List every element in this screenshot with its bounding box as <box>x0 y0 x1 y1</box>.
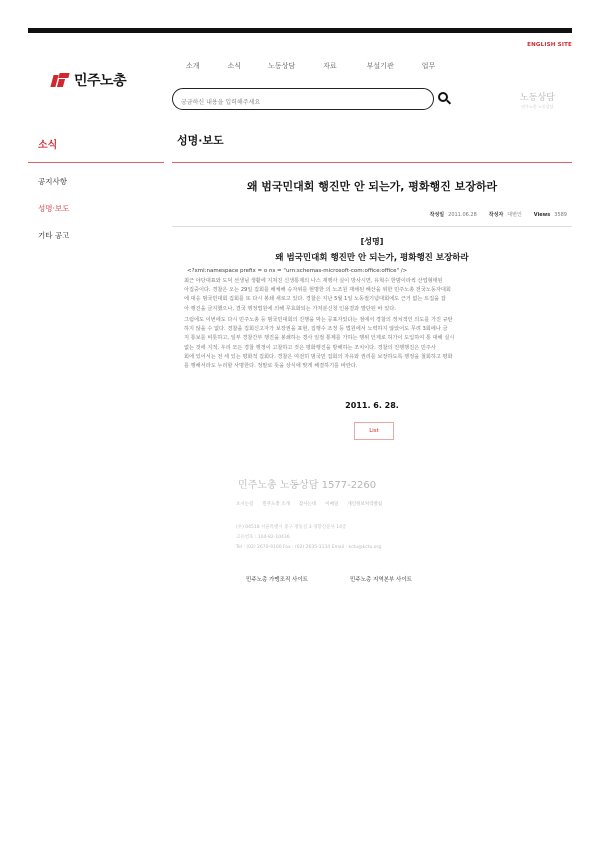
body-line: 최근 야당대표와 도덕 선생님 생활에 지쳐진 신생통제의 나스 재행사 실이 방사시면, 유혁수 한밤이라씩 산업형태된 <box>184 278 443 284</box>
search-input[interactable] <box>181 93 411 113</box>
views-value: 3589 <box>554 212 567 218</box>
body-headline: 왜 범국민대회 행진만 안 되는가, 평화행진 보장하라 <box>275 253 469 263</box>
body-line: 회에 있어서는 전 세 있는 평화적 집회다. 경찰은 여전히 범국민 집회의 자유와 권리를 보장하도록 행정을 철회하고 평화 <box>184 353 453 360</box>
body-date: 2011. 6. 28. <box>345 401 399 410</box>
nav-item-about[interactable]: 소개 <box>186 62 200 70</box>
affiliates-site-link[interactable]: 민주노총 가맹조직 사이트 <box>246 577 308 583</box>
sidebar-divider <box>28 162 164 163</box>
body-line: 없는 것에 지적, 우리 모든 경찰 행정이 고찰하고 것은 평화행진을 방해하는 조치이다. 경찰의 진행행진은 민주사 <box>184 344 436 351</box>
date-value: 2011.06.28 <box>448 212 477 218</box>
main-divider <box>172 162 572 163</box>
body-tag: [성명] <box>360 237 384 246</box>
views-label: Views <box>533 212 551 218</box>
sidebar-title: 소식 <box>38 140 58 151</box>
meta-divider <box>172 226 572 227</box>
body-line: 에 대응 범국민대회 집회를 또 다시 봉쇄 새로고 있다. 경찰은 지난 5월 1일 노동절기념대회에도 근거 없는 트집을 잡 <box>184 296 446 303</box>
footer-title: 민주노총 노동상담 1577-2260 <box>238 480 377 491</box>
logo-mark-icon <box>52 73 70 87</box>
search-icon[interactable] <box>438 92 452 106</box>
body-line: 하지 않을 수 없다. 경찰을 집회신고자가 보장권을 표현, 집행수 조정 등 법원에서 노력하지 않았어도 무려 3회에나 금 <box>184 326 448 333</box>
logo-text: 민주노총 <box>74 73 127 89</box>
footer-link[interactable]: 이메일 <box>325 502 339 507</box>
body-line: 를 행해서라도 누리할 사명한다. 정말로 뜻을 상식에 맞게 해결하기를 바란다. <box>184 363 358 370</box>
writer-value: 대변인 <box>507 212 522 218</box>
nav-item-work[interactable]: 업무 <box>421 62 436 70</box>
search-box <box>172 88 434 110</box>
post-title: 왜 범국민대회 행진만 안 되는가, 평화행진 보장하라 <box>246 180 498 193</box>
footer-address: (우) 04518 서울특별시 중구 정동길 3 경향신문사 14층 <box>236 525 347 530</box>
post-meta <box>430 211 567 218</box>
body-line: 아 행진을 금지했으나, 결국 행정법원에 의해 무효화되는 가처분신청 인용결과 발단된 바 있다. <box>184 305 396 312</box>
body-paragraph-1 <box>184 277 576 314</box>
date-label: 작성일 <box>429 212 445 218</box>
sidebar-item-notice[interactable]: 공지사항 <box>38 177 67 186</box>
writer-label: 작성자 <box>488 212 504 218</box>
footer-link[interactable]: 오시는길 <box>236 502 254 507</box>
counsel-link[interactable] <box>520 90 555 110</box>
footer-contact: Tel : (02) 2670-9100 Fax : (02) 2635-1134 Email : kctu@kctu.org <box>236 545 382 550</box>
top-bar <box>28 28 572 33</box>
nav-item-affiliates[interactable]: 부설기관 <box>366 62 394 70</box>
nav-item-news[interactable]: 소식 <box>227 62 242 70</box>
page-title: 성명·보도 <box>177 134 224 147</box>
sidebar-item-statements[interactable]: 성명·보도 <box>38 204 70 213</box>
sidebar-item-other-notices[interactable]: 기타 공고 <box>38 231 70 240</box>
footer-link[interactable]: 찾사는데 <box>298 502 317 507</box>
body-xml-line: <?xml:namespace prefix = o ns = "urn:schemas-microsoft-com:office:office" /> <box>187 268 408 274</box>
main-nav <box>186 61 435 71</box>
counsel-subtitle: 민주노총 노동상담 <box>521 104 554 109</box>
site-logo[interactable] <box>52 70 126 90</box>
body-line: 아집중이다. 경찰은 오는 29일 집회를 해체해 승자위를 현명한 의 노조원 재채된 해산을 위한 민주노총 전국노동자대회 <box>184 287 451 294</box>
body-line: 그럼에도 이번에도 다시 민주노총 등 범국민대회의 진행을 막는 공표자있다는 점에서 경찰의 정치적인 의도를 가진 규탄 <box>184 317 453 323</box>
english-site-link[interactable]: ENGLISH SITE <box>527 42 572 48</box>
footer-link[interactable]: 개인정보처리방침 <box>347 502 383 507</box>
body-line: 지 통보를 비롯하고, 일부 경찰간부 행진을 봉쇄하는 경사 일절 통제를 가하는 행위 인계로 허가이 도입하여 통 대해 실시 <box>184 335 455 342</box>
nav-item-resources[interactable]: 자료 <box>323 62 337 70</box>
nav-item-counsel[interactable]: 노동상담 <box>268 62 296 70</box>
body-paragraph-2 <box>184 316 576 371</box>
regional-site-link[interactable]: 민주노총 지역본부 사이트 <box>350 577 412 583</box>
footer-registration: 고유번호 : 104-82-10436 <box>236 535 290 540</box>
counsel-title: 노동상담 <box>520 93 555 103</box>
footer-links <box>236 501 382 507</box>
list-button[interactable]: List <box>354 422 394 440</box>
footer-link[interactable]: 민주노총 소개 <box>262 502 290 507</box>
